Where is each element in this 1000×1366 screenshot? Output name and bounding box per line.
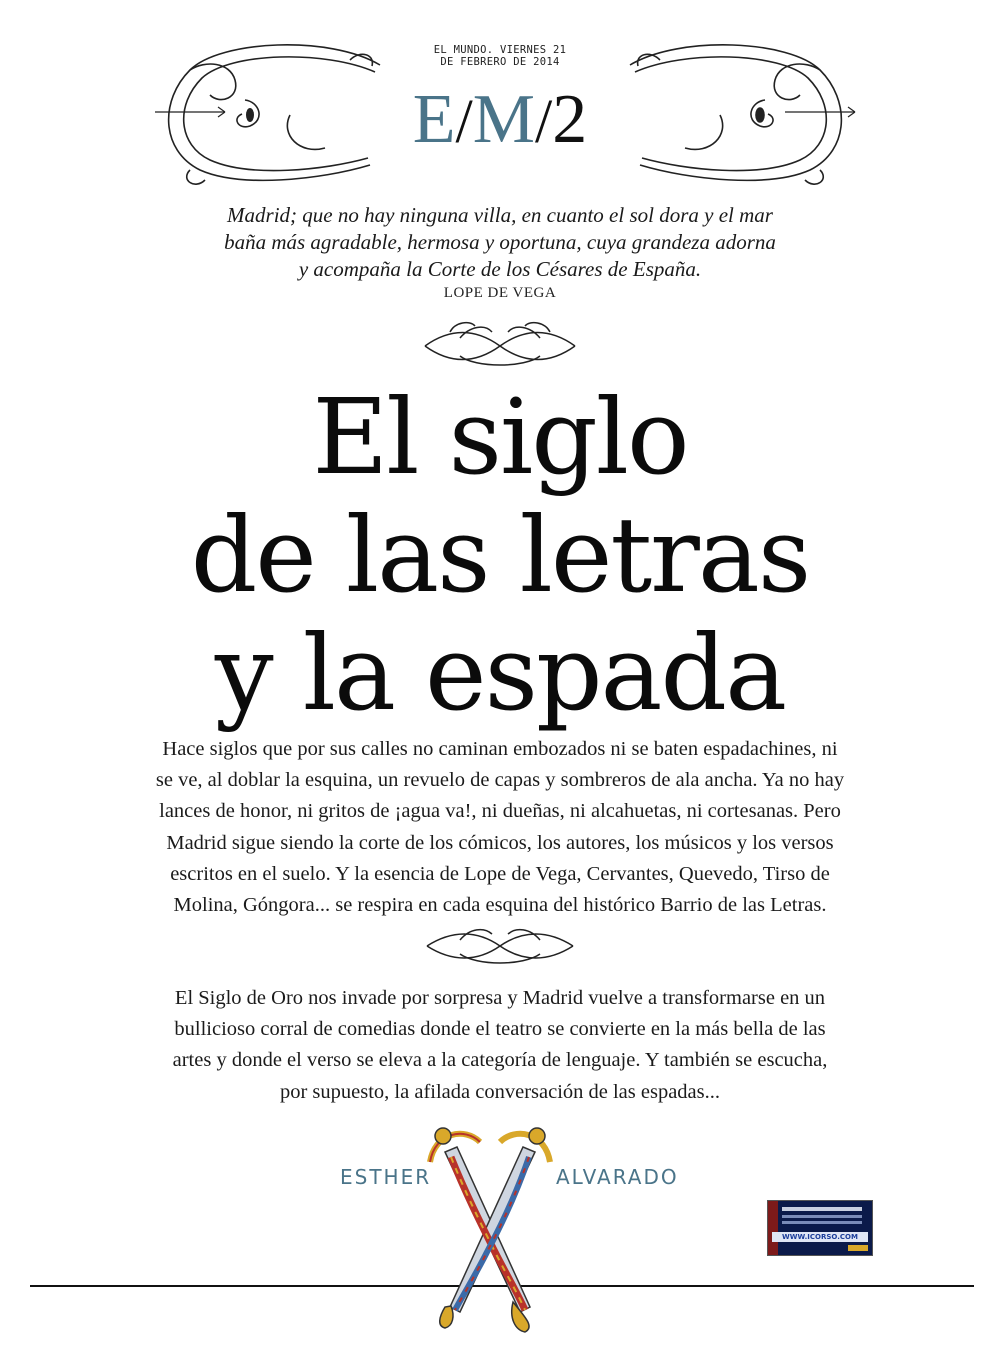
paragraph-line: Hace siglos que por sus calles no caminan embozados ni se baten espadachines, ni	[162, 738, 838, 760]
paragraph-line: Madrid sigue siendo la corte de los cómicos, los autores, los músicos y los versos	[166, 831, 834, 854]
thumbnail-logo	[848, 1245, 868, 1251]
headline	[60, 378, 940, 732]
section-number: 2	[552, 81, 588, 158]
paragraph-line: escritos en el suelo. Y la esencia de Lope de Vega, Cervantes, Quevedo, Tirso de	[170, 862, 830, 885]
headline-line: y la espada	[214, 612, 786, 734]
paragraph-line: artes y donde el verso se eleva a la categoría de lenguaje. Y también se escucha,	[172, 1049, 828, 1072]
paragraph-line: por supuesto, la afilada conversación de las espadas...	[279, 1080, 721, 1103]
section-title	[380, 80, 620, 162]
thumbnail-sidebar	[768, 1201, 778, 1255]
headline-line: de las letras	[190, 494, 810, 616]
thumbnail-bar	[782, 1221, 862, 1224]
quote-line: baña más agradable, hermosa y oportuna, cuya grandeza adorna	[224, 230, 776, 254]
quote-line: Madrid; que no hay ninguna villa, en cuanto el sol dora y el mar	[227, 203, 773, 227]
byline-last-name: ALVARADO	[556, 1165, 679, 1189]
paragraph-line: se ve, al doblar la esquina, un revuelo de capas y sombreros de ala ancha. Ya no hay	[155, 769, 845, 792]
thumbnail-bar	[782, 1215, 862, 1218]
website-thumbnail	[767, 1200, 873, 1256]
intro-paragraph	[80, 734, 920, 921]
paragraph-line: bullicioso corral de comedias donde el teatro se convierte en la más bella de las	[174, 1018, 826, 1041]
dateline-line-2: DE FEBRERO DE 2014	[440, 56, 560, 68]
paragraph-line: lances de honor, ni gritos de ¡agua va!, ni dueñas, ni alcahuetas, ni cortesanas. Pero	[159, 800, 841, 823]
byline-first-name: ESTHER	[340, 1165, 432, 1189]
crossed-swords-icon	[425, 1122, 555, 1334]
thumbnail-url: WWW.ICORSO.COM	[772, 1232, 868, 1242]
section-slash: /	[455, 88, 473, 156]
right-flourish-icon	[620, 40, 860, 190]
ornament-divider-icon	[420, 318, 580, 370]
left-flourish-icon	[150, 40, 390, 190]
epigraph-quote	[160, 202, 840, 283]
quote-author: LOPE DE VEGA	[443, 285, 557, 301]
section-slash: /	[535, 88, 553, 156]
paragraph-line: Molina, Góngora... se respira en cada esquina del histórico Barrio de las Letras.	[173, 894, 827, 917]
thumbnail-bar	[782, 1207, 862, 1211]
dateline	[420, 44, 580, 68]
closing-paragraph	[80, 983, 920, 1108]
dateline-line-1: EL MUNDO. VIERNES 21	[433, 44, 567, 56]
section-letter-e: E	[412, 81, 456, 158]
ornament-divider-icon	[422, 922, 578, 970]
quote-line: y acompaña la Corte de los Césares de España.	[298, 257, 702, 281]
headline-line: El siglo	[312, 376, 688, 498]
section-letter-m: M	[472, 81, 535, 158]
paragraph-line: El Siglo de Oro nos invade por sorpresa y Madrid vuelve a transformarse en un	[174, 987, 826, 1009]
